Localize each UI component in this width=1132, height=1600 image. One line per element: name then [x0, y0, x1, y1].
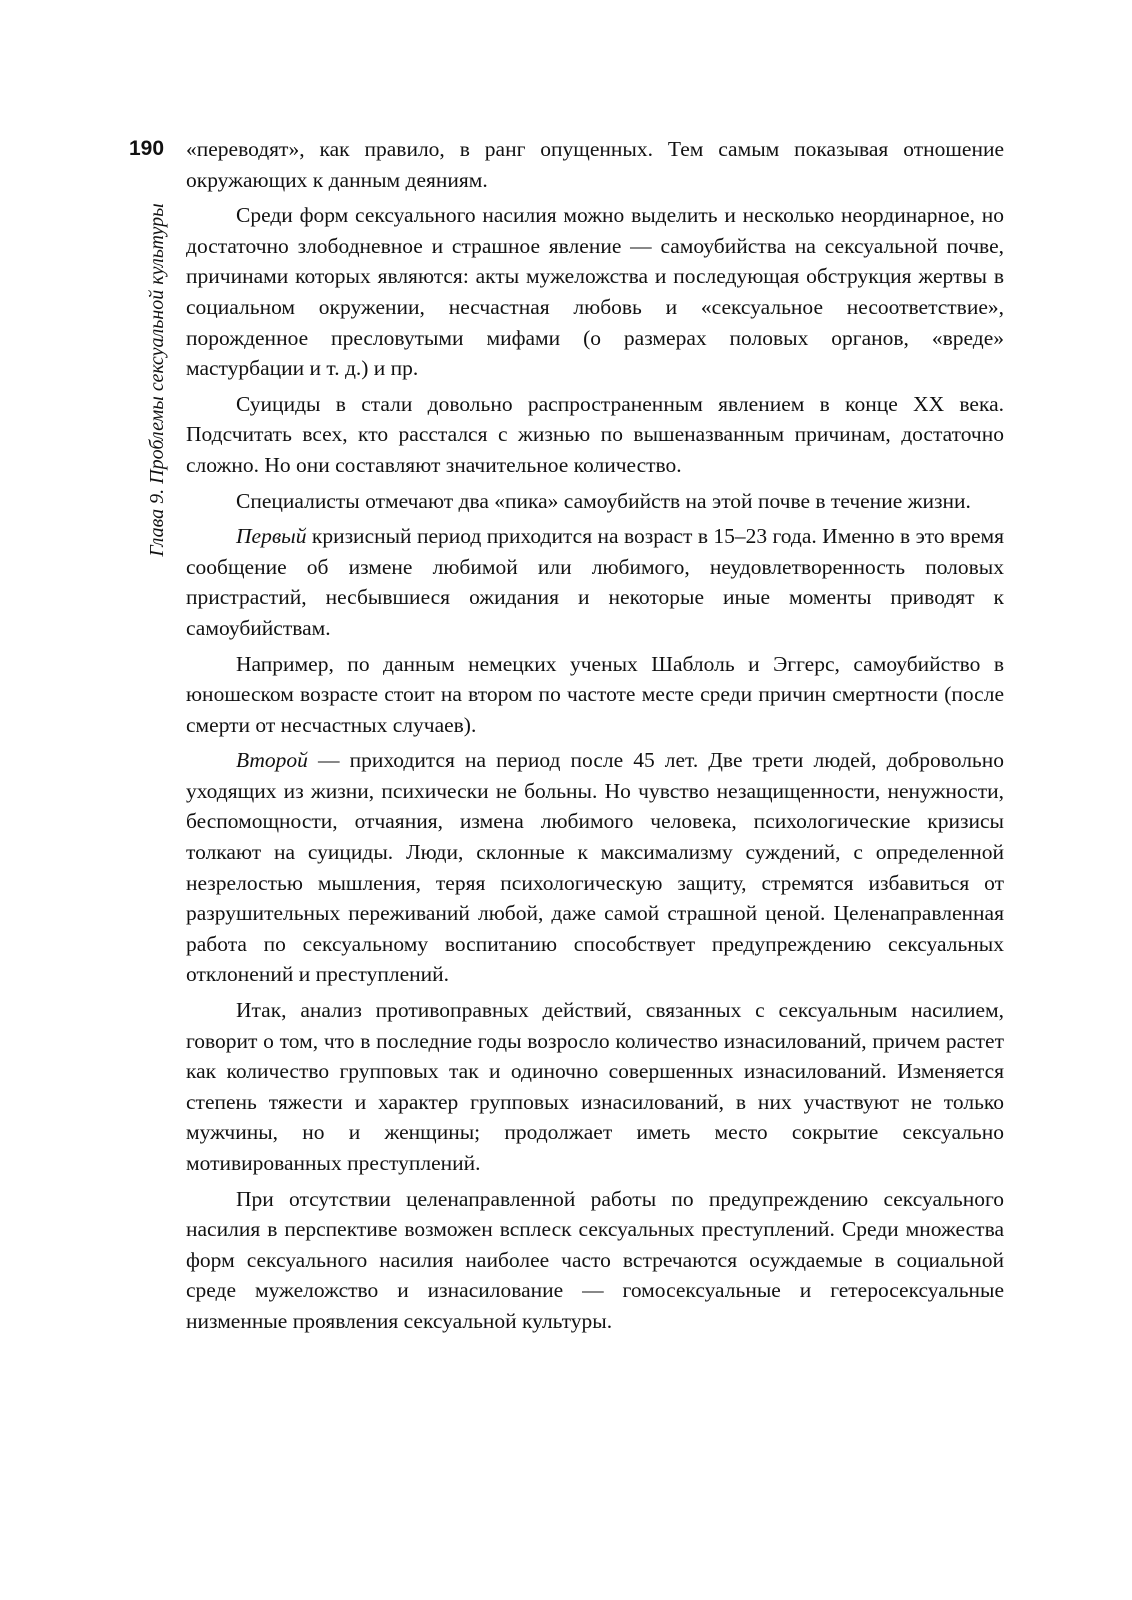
- paragraph-5: [186, 521, 1004, 643]
- page-number: 190: [129, 137, 165, 160]
- paragraph-text: Суициды в стали довольно распространенным явлением в конце XX века. Подсчитать всех, кто расстался с жизнью по вышеназванным причинам, достаточно сложно. Но они составляют значительное количество.: [186, 391, 1004, 477]
- paragraph-text: Среди форм сексуального насилия можно выделить и несколько неординарное, но достаточно злободневное и страшное явление — самоубийства на сексуальной почве, причинами которых являются: акты мужеложства и последующая обструкция жертвы в социальном окружении, несчастная любовь и «сексуальное несоответствие», порожденное пресловутыми мифами (о размерах половых органов, «вреде» мастурбации и т. д.) и пр.: [186, 203, 1004, 381]
- paragraph-text: «переводят», как правило, в ранг опущенных. Тем самым показывая отношение окружающих к данным деяниям.: [186, 137, 1004, 192]
- paragraph-text: — приходится на период после 45 лет. Две трети людей, добровольно уходящих из жизни, психически не больны. Но чувство незащищенности, ненужности, беспомощности, отчаяния, измена любимого человека, психологические кризисы толкают на суициды. Люди, склонные к максимализму суждений, с определенной незрелостью мышления, теряя психологическую защиту, стремятся избавиться от разрушительных переживаний любой, даже самой страшной ценой. Целенаправленная работа по сексуальному воспитанию способствует предупреждению сексуальных отклонений и преступлений.: [186, 748, 1004, 987]
- paragraph-text: Итак, анализ противоправных действий, связанных с сексуальным насилием, говорит о том, что в последние годы возросло количество изнасилований, причем растет как количество групповых так и одиночно совершенных изнасилований. Изменяется степень тяжести и характер групповых изнасилований, в них участвуют не только мужчины, но и женщины; продолжает иметь место сокрытие сексуально мотивированных преступлений.: [186, 998, 1004, 1175]
- paragraph-3: [186, 389, 1004, 481]
- paragraph-1: [186, 134, 1004, 195]
- paragraph-text: Специалисты отмечают два «пика» самоубийств на этой почве в течение жизни.: [236, 488, 971, 513]
- paragraph-text: При отсутствии целенаправленной работы по предупреждению сексуального насилия в перспективе возможен всплеск сексуальных преступлений. Среди множества форм сексуального насилия наиболее часто встречаются осуждаемые в социальной среде мужеложство и изнасилование — гомосексуальные и гетеросексуальные низменные проявления сексуальной культуры.: [186, 1186, 1004, 1333]
- paragraph-9: [186, 1184, 1004, 1337]
- running-head: [140, 180, 174, 580]
- running-head-text: Глава 9. Проблемы сексуальной культуры: [146, 203, 168, 557]
- paragraph-8: [186, 995, 1004, 1179]
- paragraph-4: [186, 486, 1004, 517]
- body-text: [186, 134, 1004, 1342]
- italic-lead: Второй: [236, 748, 308, 773]
- italic-lead: Первый: [236, 524, 307, 549]
- paragraph-text: Например, по данным немецких ученых Шаблоль и Эггерс, самоубийство в юношеском возрасте стоит на втором по частоте месте среди причин смертности (после смерти от несчастных случаев).: [186, 651, 1004, 737]
- paragraph-2: [186, 200, 1004, 384]
- paragraph-6: [186, 649, 1004, 741]
- paragraph-7: [186, 745, 1004, 990]
- paragraph-text: кризисный период приходится на возраст в 15–23 года. Именно в это время сообщение об измене любимой или любимого, неудовлетворенность половых пристрастий, несбывшиеся ожидания и некоторые иные моменты приводят к самоубийствам.: [186, 524, 1004, 640]
